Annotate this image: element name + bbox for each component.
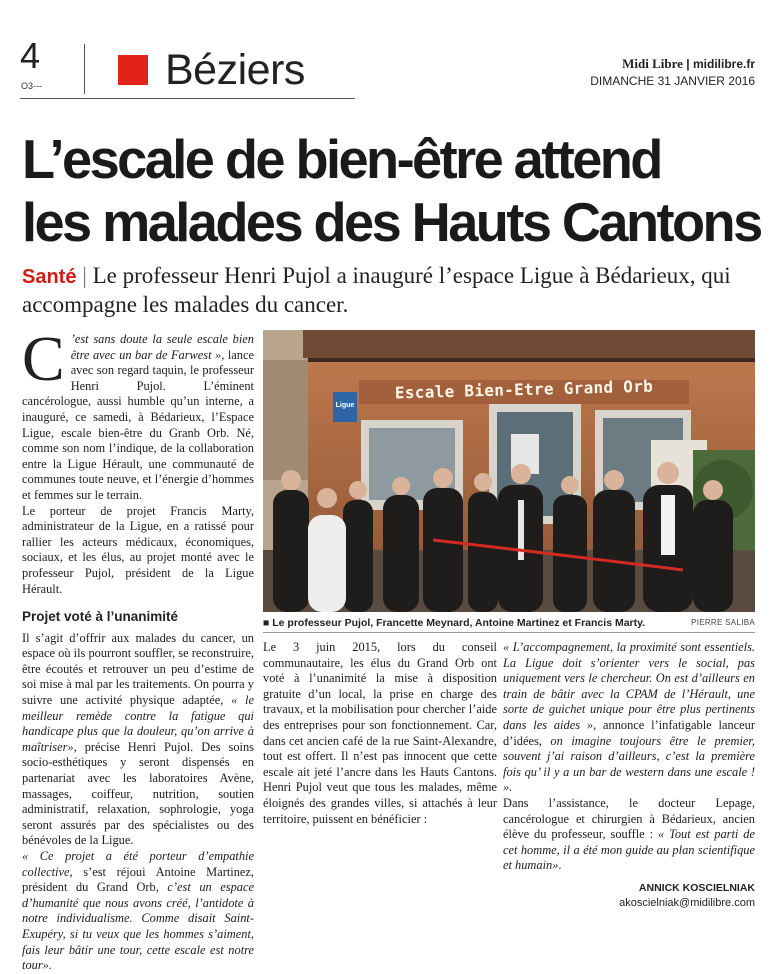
author-email[interactable]: akoscielniak@midilibre.com (619, 897, 755, 909)
article-paragraph (263, 640, 497, 827)
quote-text: « le meilleur remède contre la fatigue qui handicape plus que la douleur, qu’on arrive à maîtriser» (22, 693, 254, 754)
body-text: s’est réjoui Antoine Martinez, président du Grand Orb, (22, 864, 254, 895)
subhead-text: Le professeur Henri Pujol a inauguré l’espace Ligue à Bédarieux, qui accompagne les malades du cancer. (22, 263, 731, 317)
author-name: ANNICK KOSCIELNIAK (638, 882, 755, 894)
body-text: , précise Henri Pujol. Des soins socio-esthétiques y seront dispensés en partenariat avec les laboratoires Avène, massages, coiffeur, nutrition, soutien administratif, relaxation, sophrologie, yoga seront assurés par des spécialistes ou des bénévoles de la Ligue. (22, 739, 254, 848)
topic-separator: | (76, 263, 93, 288)
paper-brand: Midi Libre (622, 56, 683, 71)
article-paragraph (22, 849, 254, 974)
article-column-2 (263, 640, 497, 827)
article-photo (263, 330, 755, 612)
shop-sign: Escale Bien-Etre Grand Orb (394, 376, 654, 403)
photo-caption (263, 617, 755, 629)
article-column-3 (503, 640, 755, 874)
article-column-1 (22, 323, 255, 974)
caption-rule (263, 632, 755, 633)
body-text: . (558, 858, 562, 873)
article-paragraph (22, 631, 254, 849)
quote-text: on imagine toujours être le premier, souvent j’ai raison d’ailleurs, c’est la première fois qu’ il y a un bar de western dans une escale ! ». (503, 733, 755, 795)
quote-text: c’est un espace d’humanité que nous avons créé, l’antidote à notre individualisme. Comme disait Saint-Exupéry, si tu veux que les hommes s’aiment, fais leur bâtir une tour, cette escale est notre tour». (22, 880, 255, 973)
headline-line-2: les malades des Hauts Cantons (22, 191, 761, 253)
dropcap: C (22, 323, 65, 394)
paper-site: | midilibre.fr (682, 57, 755, 71)
issue-date: DIMANCHE 31 JANVIER 2016 (590, 74, 755, 88)
headline (22, 128, 761, 254)
body-text: Le 3 juin 2015, lors du conseil communautaire, les élus du Grand Orb ont voté à l’unanimité la mise à disposition gratuite d’un local, la prise en charge des travaux, et la mobilisation pour chercher l’aide des entreprises pour son fonctionnement. Car, dans cet ancien café de la rue Saint-Alexandre, tout est offert. Il n’est pas innocent que cette escale ait jeté l’ancre dans les Hauts Cantons. Henri Pujol veut que tous les malades, même éloignés des grandes villes, si attachés à leur territoire, puissent en bénéficier : (263, 640, 497, 826)
edition-code: O3--- (21, 81, 42, 91)
section-title: Béziers (165, 46, 305, 94)
header-divider (84, 44, 85, 94)
quote-text: ’est sans doute la seule escale bien être avec un bar de Farwest » (70, 332, 254, 362)
photo-illustration (263, 330, 755, 612)
header-rule (20, 98, 355, 99)
topic-tag: Santé (22, 266, 77, 288)
article-paragraph (503, 796, 755, 874)
ligue-sign: Ligue (335, 402, 355, 409)
caption-text: ■ Le professeur Pujol, Francette Meynard, Antoine Martinez et Francis Marty. (263, 617, 646, 629)
body-text: Il s’agit d’offrir aux malades du cancer, un espace où ils pourront souffler, se reconstruire, être écoutés et retrouver un peu d’estime de soi mise à mal par les traitements. On pourra y suivre une activité physique adaptée, (22, 630, 254, 708)
article-paragraph: Le porteur de projet Francis Marty, administrateur de la Ligue, en a ratissé pour rallier les acteurs médicaux, économiques, sociaux, et les élus, au projet monté avec le professeur Pujol, président de la Ligue Hérault. (22, 503, 254, 596)
subhead (22, 262, 762, 319)
article-subtitle: Projet voté à l’unanimité (22, 609, 179, 625)
quote-text: « Tout est parti de cet homme, il a été mon guide au plan scientifique et humain» (503, 827, 755, 873)
article-paragraph (22, 323, 254, 504)
page-number: 4 (20, 35, 41, 76)
headline-line-1: L’escale de bien-être attend (22, 128, 661, 190)
photo-credit: PIERRE SALIBA (691, 618, 755, 627)
body-text: , lance avec son regard taquin, le professeur Henri Pujol. L’éminent cancérologue, aussi humble qu’un interne, a inauguré, ce samedi, à Bédarieux, l’Espace Ligue, escale bien-être du Granb Orb. Né, comme son nom l’indique, de la collaboration entre la Ligue Hérault, une communauté de communes toute neuve, et l’énergie d’hommes et femmes sur le terrain. (22, 347, 254, 502)
section-marker-icon (118, 55, 148, 85)
article-paragraph (503, 640, 755, 796)
newspaper-masthead (590, 55, 755, 88)
body-text: , annonce l’infatigable lanceur d’idées, (503, 717, 755, 748)
body-text: Dans l’assistance, le docteur Lepage, cancérologue et chirurgien à Bédarieux, ancien élève du professeur, souffle : (503, 795, 755, 842)
quote-text: « L’accompagnement, la proximité sont essentiels. La Ligue doit s’orienter vers le social, pas uniquement vers le chercheur. On est d’ailleurs en train de bâtir avec la CPAM de l’Hérault, une sorte de guichet unique pour être plus pertinents dans les aides » (503, 640, 755, 732)
quote-text: « Ce projet a été porteur d’empathie collective, (22, 849, 254, 879)
